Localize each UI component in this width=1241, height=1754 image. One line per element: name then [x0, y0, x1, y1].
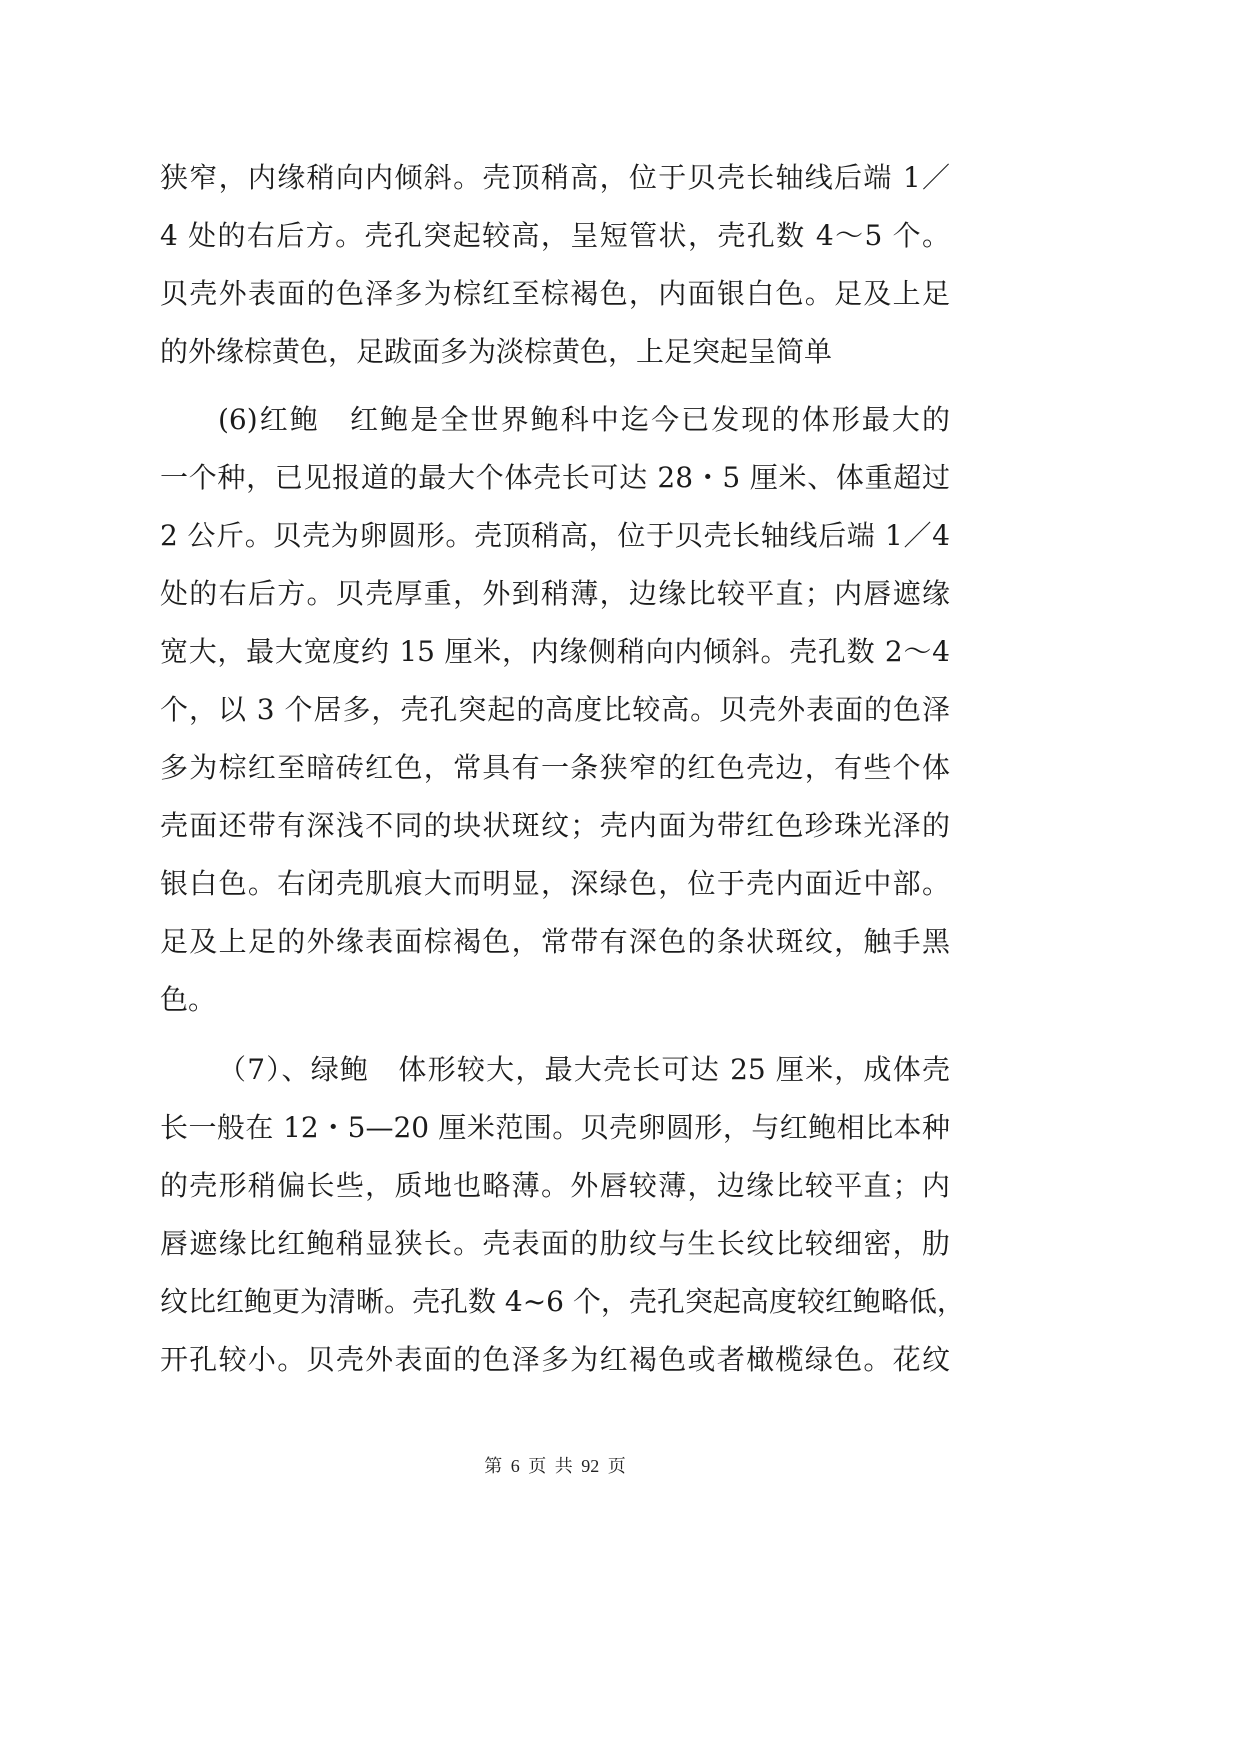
text-line: 个，以 3 个居多，壳孔突起的高度比较高。贝壳外表面的色泽: [160, 693, 950, 726]
text-line: (6)红鲍 红鲍是全世界鲍科中迄今已发现的体形最大的: [218, 403, 950, 436]
text-line: 足及上足的外缘表面棕褐色，常带有深色的条状斑纹，触手黑: [160, 925, 950, 958]
text-line: 壳面还带有深浅不同的块状斑纹；壳内面为带红色珍珠光泽的: [160, 809, 950, 842]
text-line: 唇遮缘比红鲍稍显狭长。壳表面的肋纹与生长纹比较细密，肋: [160, 1227, 950, 1260]
text-line: 4 处的右后方。壳孔突起较高，呈短管状，壳孔数 4～5 个。: [160, 219, 950, 252]
paragraph-red-abalone: [160, 391, 950, 1029]
paragraph-continued: [160, 149, 950, 381]
text-line: 开孔较小。贝壳外表面的色泽多为红褐色或者橄榄绿色。花纹: [160, 1343, 950, 1376]
text-line: 的壳形稍偏长些，质地也略薄。外唇较薄，边缘比较平直；内: [160, 1169, 950, 1202]
text-line: 一个种，已见报道的最大个体壳长可达 28・5 厘米、体重超过: [160, 461, 950, 494]
paragraph-green-abalone: [160, 1041, 965, 1389]
text-line: 处的右后方。贝壳厚重，外到稍薄，边缘比较平直；内唇遮缘: [160, 577, 950, 610]
text-line: 的外缘棕黄色，足跋面多为淡棕黄色，上足突起呈简单: [160, 335, 833, 368]
body-text: [160, 149, 965, 1389]
text-line: 狭窄，内缘稍向内倾斜。壳顶稍高，位于贝壳长轴线后端 1／: [160, 161, 950, 194]
text-line: （7）、绿鲍 体形较大，最大壳长可达 25 厘米，成体壳: [218, 1053, 950, 1086]
text-line: 贝壳外表面的色泽多为棕红至棕褐色，内面银白色。足及上足: [160, 277, 950, 310]
text-line: 色。: [160, 983, 217, 1016]
text-line: 银白色。右闭壳肌痕大而明显，深绿色，位于壳内面近中部。: [160, 867, 950, 900]
text-line: 2 公斤。贝壳为卵圆形。壳顶稍高，位于贝壳长轴线后端 1／4: [160, 519, 950, 552]
text-line: 长一般在 12・5—20 厘米范围。贝壳卵圆形，与红鲍相比本种: [160, 1111, 950, 1144]
text-line: 纹比红鲍更为清晰。壳孔数 4~6 个，壳孔突起高度较红鲍略低，: [160, 1285, 965, 1318]
page-number-footer: 第 6 页 共 92 页: [484, 1456, 626, 1476]
text-line: 多为棕红至暗砖红色，常具有一条狭窄的红色壳边，有些个体: [160, 751, 950, 784]
text-line: 宽大，最大宽度约 15 厘米，内缘侧稍向内倾斜。壳孔数 2～4: [160, 635, 950, 668]
